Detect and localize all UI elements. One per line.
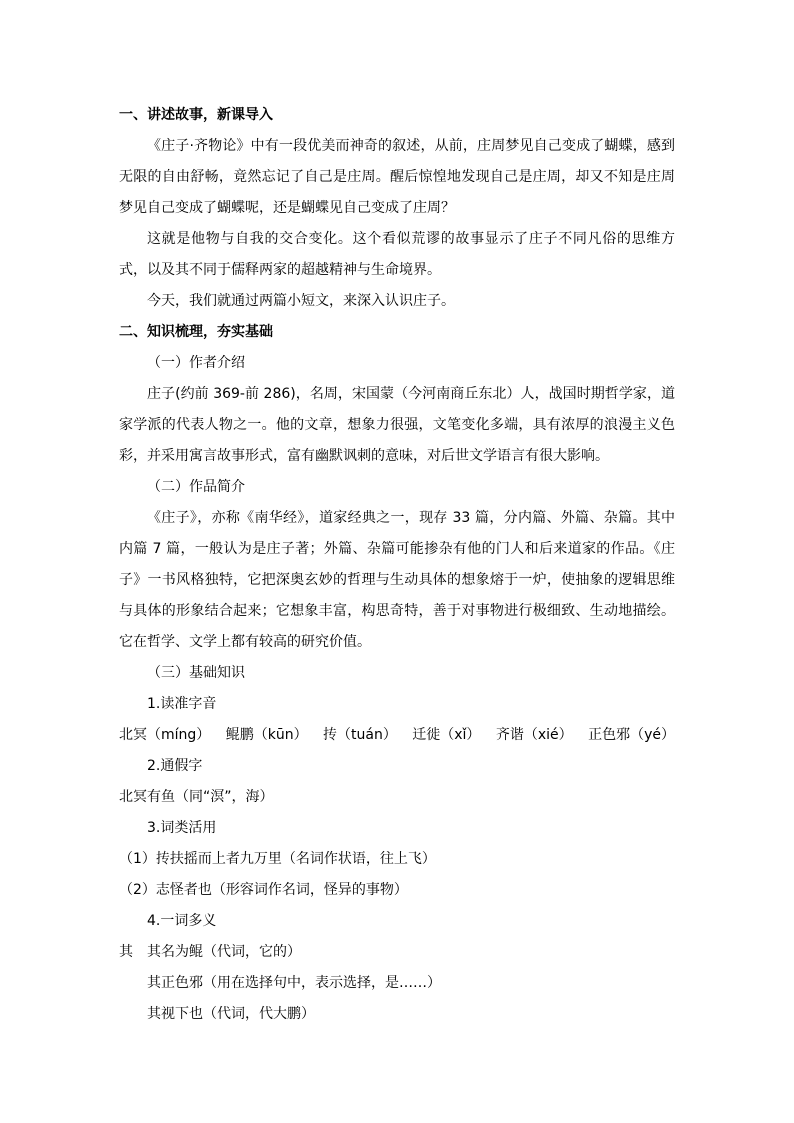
pinyin-item: 迁徙（xǐ） — [412, 727, 481, 743]
polysemy-senses — [147, 937, 675, 1030]
pinyin-item: 齐谐（xié） — [495, 727, 573, 743]
polysemy-sense-1: 其名为鲲（代词，它的） — [147, 944, 301, 960]
polysemy-block — [119, 937, 675, 1030]
knowledge-title-4: 4.一词多义 — [147, 913, 217, 929]
tongjia-item: 北冥有鱼（同“溟”，海） — [119, 789, 274, 805]
pinyin-item: 抟（tuán） — [323, 727, 397, 743]
polysemy-character: 其 — [119, 944, 133, 960]
work-paragraph: 《庄子》，亦称《南华经》，道家经典之一，现存 33 篇，分内篇、外篇、杂篇。其中内篇 7 篇，一般认为是庄子著；外篇、杂篇可能掺杂有他的门人和后来道家的作品。《庄子》一书风格独特，它把深奥玄妙的哲理与生动具体的想象熔于一炉，使抽象的逻辑思维与具体的形象结合起来；它想象丰富，构思奇特，善于对事物进行极细致、生动地描绘。它在哲学、文学上都有较高的研究价值。 — [119, 510, 675, 650]
subheading-author: （一）作者介绍 — [147, 355, 245, 371]
subheading-basics: （三）基础知识 — [147, 665, 245, 681]
polysemy-sense-3: 其视下也（代词，代大鹏） — [147, 1006, 315, 1022]
document-content — [119, 100, 675, 1030]
pinyin-item: 正色邪（yé） — [588, 727, 675, 743]
author-paragraph: 庄子(约前 369-前 286)，名周，宋国蒙（今河南商丘东北）人，战国时期哲学家，道家学派的代表人物之一。他的文章，想象力很强，文笔变化多端，具有浓厚的浪漫主义色彩，并采用寓言故事形式，富有幽默讽刺的意味，对后世文学语言有很大影响。 — [119, 386, 675, 464]
intro-paragraph-2: 这就是他物与自我的交合变化。这个看似荒谬的故事显示了庄子不同凡俗的思维方式，以及其不同于儒释两家的超越精神与生命境界。 — [119, 231, 675, 278]
intro-paragraph-3: 今天，我们就通过两篇小短文，来深入认识庄子。 — [147, 293, 455, 309]
section-heading-1: 一、讲述故事，新课导入 — [119, 107, 273, 123]
polysemy-sense-2: 其正色邪（用在选择句中，表示选择，是……） — [147, 975, 441, 991]
intro-paragraph-1: 《庄子·齐物论》中有一段优美而神奇的叙述，从前，庄周梦见自己变成了蝴蝶，感到无限的自由舒畅，竟然忘记了自己是庄周。醒后惊惶地发现自己是庄周，却又不知是庄周梦见自己变成了蝴蝶呢，还是蝴蝶见自己变成了庄周？ — [119, 138, 675, 216]
knowledge-title-3: 3.词类活用 — [147, 820, 217, 836]
section-heading-2: 二、知识梳理，夯实基础 — [119, 324, 273, 340]
word-class-item-2: （2）志怪者也（形容词作名词，怪异的事物） — [119, 882, 408, 898]
subheading-work: （二）作品简介 — [147, 479, 245, 495]
pinyin-list — [119, 720, 675, 751]
knowledge-title-1: 1.读准字音 — [147, 696, 217, 712]
word-class-item-1: （1）抟扶摇而上者九万里（名词作状语，往上飞） — [119, 851, 436, 867]
knowledge-title-2: 2.通假字 — [147, 758, 203, 774]
pinyin-item: 北冥（míng） — [119, 727, 211, 743]
pinyin-item: 鲲鹏（kūn） — [225, 727, 308, 743]
